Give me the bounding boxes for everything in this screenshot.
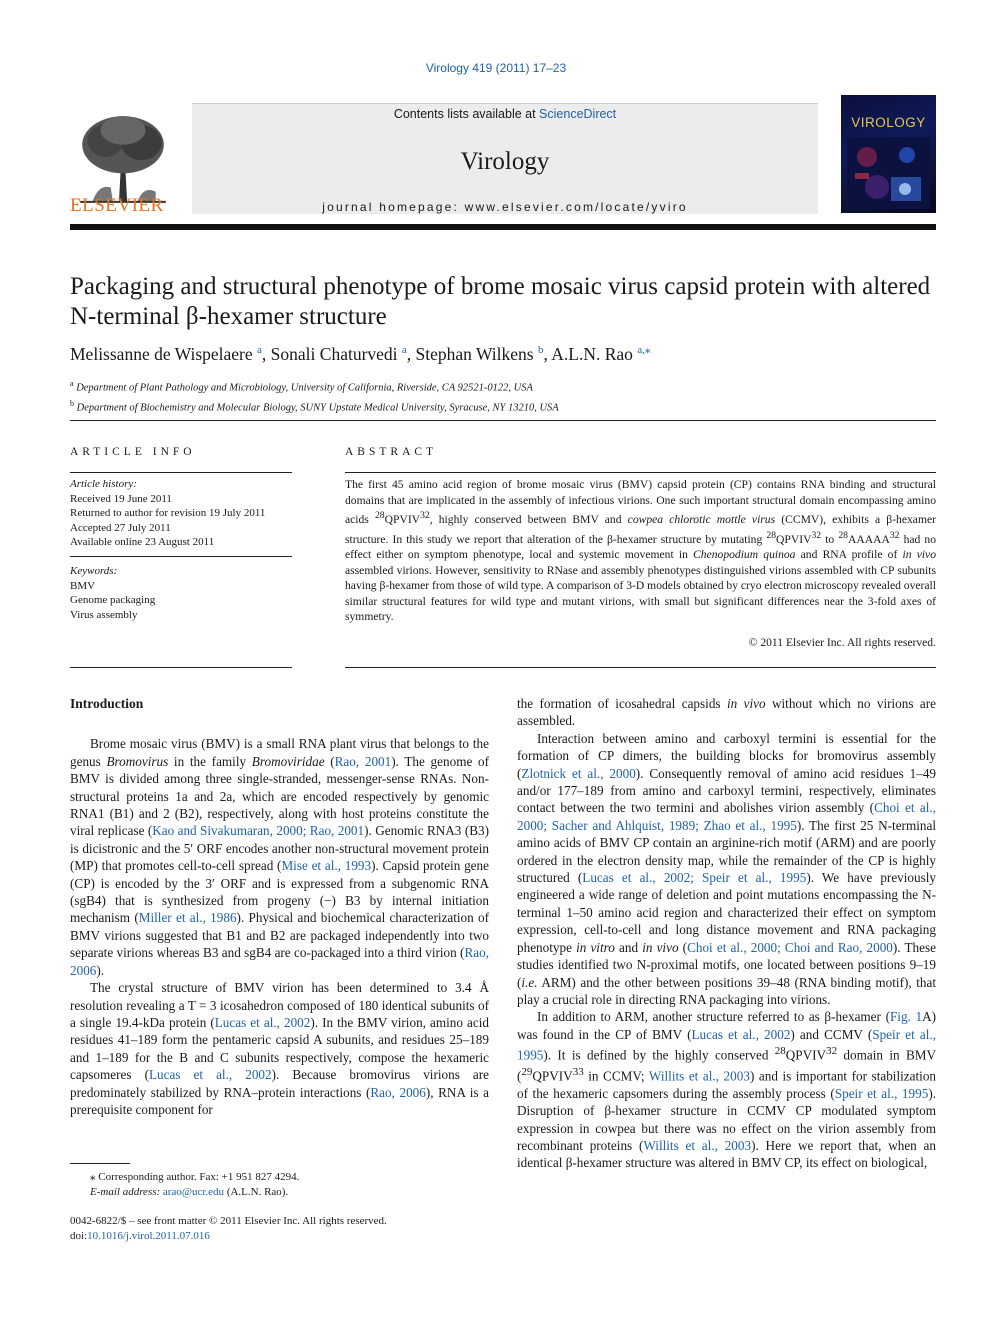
affiliation <box>70 376 559 396</box>
divider <box>345 472 936 473</box>
body-column-left <box>70 695 489 1118</box>
divider <box>70 667 292 668</box>
footnote-rule <box>70 1163 130 1164</box>
body-paragraph: Interaction between amino and carboxyl termini is essential for the formation of CP dimers, the building blocks for bromovirus assembly (Zlotnick et al., 2000). Consequently removal of amino acid residues 1–49 and/or 177–189 from amino and carboxyl termini, respectively, eliminates contact between the two termini and abolishes virion assembly (Choi et al., 2000; Sacher and Ahlquist, 1989; Zhao et al., 1995). The first 25 N-terminal amino acids of BMV CP contain an arginine-rich motif (ARM) and are poorly ordered in the electron density map, while the remainder of the CP is highly structured (Lucas et al., 2002; Speir et al., 1995). We have previously engineered a wide range of deletion and point mutations encompassing the N-terminal 1–50 amino acid region and characterized their effect on symptom expression, cell-to-cell and long distance movement and RNA packaging phenotype in vitro and in vivo (Choi et al., 2000; Choi and Rao, 2000). These studies identified two N-proximal motifs, one located between positions 9–19 (i.e. ARM) and the other between positions 39–48 (RNA binding motif), that play a crucial role in directing RNA packaging into virions. <box>517 730 937 1007</box>
author-name[interactable]: Stephan Wilkens <box>415 343 534 364</box>
journal-citation[interactable]: Virology 419 (2011) 17–23 <box>425 61 567 75</box>
history-item: Returned to author for revision 19 July 2011 <box>70 507 266 519</box>
history-item: Available online 23 August 2011 <box>70 536 215 548</box>
abstract-heading: ABSTRACT <box>345 446 438 458</box>
affiliation-text: Department of Biochemistry and Molecular Biology, SUNY Upstate Medical University, Syracuse, NY 13210, USA <box>76 402 559 413</box>
body-paragraph: The crystal structure of BMV virion has been determined to 3.4 Å resolution revealing a T = 3 icosahedron composed of 180 identical subunits of a single 19.4-kDa protein (Lucas et al., 2002). In the BMV virion, amino acid residues 41–189 form the pentameric capsid A subunits, and residues 25–189 and 1–189 for the B and C subunits respectively, compose the hexameric capsomeres (Lucas et al., 2002). Because bromovirus virions are predominately stabilized by RNA–protein interactions (Rao, 2006), RNA is a prerequisite component for <box>70 980 489 1117</box>
journal-homepage[interactable]: journal homepage: www.elsevier.com/locate/yviro <box>322 200 688 214</box>
issn-block <box>70 1214 387 1244</box>
doi-label: doi: <box>70 1230 88 1242</box>
cover-art-image <box>847 137 930 209</box>
email-line <box>70 1185 299 1200</box>
author-list: Melissanne de Wispelaere $^a$, Sonali Chaturvedi $^a$, Stephan Wilkens $^b$, A.L.N. Rao $^{a,⁎}$ <box>70 343 651 364</box>
affiliation-mark: b <box>70 398 74 408</box>
doi-line <box>70 1229 387 1244</box>
divider <box>70 420 936 421</box>
divider <box>70 556 292 557</box>
doi-link[interactable]: 10.1016/j.virol.2011.07.016 <box>87 1230 210 1242</box>
masthead <box>70 95 936 215</box>
email-label: E-mail address: <box>90 1186 161 1198</box>
section-heading: Introduction <box>70 696 144 711</box>
cover-title: VIROLOGY <box>851 115 926 130</box>
article-title: Packaging and structural phenotype of brome mosaic virus capsid protein with altered N-terminal β-hexamer structure <box>70 273 931 330</box>
abstract-text: The first 45 amino acid region of brome mosaic virus (BMV) capsid protein (CP) contains RNA binding and structural domains that are implicated in the assembly of infectious virions. One such important structural domain encompassing amino acids $^{28}$QPVIV$^{32}$, highly conserved between BMV and cowpea chlorotic mottle virus (CCMV), exhibits a β-hexamer structure. In this study we report that alteration of the β-hexamer structure by mutating $^{28}$QPVIV$^{32}$ to $^{28}$AAAAA$^{32}$ had no effect either on symptom phenotype, local and systemic movement in Chenopodium quinoa and RNA profile of in vivo assembled virions. However, sensitivity to RNase and assembly phenotypes distinguished virions assembled with CP subunits having β-hexamer from those of wild type. A comparison of 3-D models obtained by cryo electron microscopy revealed overall similar structural features for wild type and mutant virions, with small but significant differences near the 3-fold axes of symmetry. <box>345 478 937 624</box>
corresponding-author: ⁎ Corresponding author. Fax: +1 951 827 4294. <box>90 1171 300 1183</box>
divider <box>345 667 936 668</box>
author-affil-mark[interactable]: a <box>257 344 262 356</box>
author-name[interactable]: A.L.N. Rao <box>551 343 633 364</box>
contents-line <box>192 107 818 121</box>
sciencedirect-link[interactable]: ScienceDirect <box>539 107 617 121</box>
divider <box>70 472 292 473</box>
journal-banner <box>192 103 818 214</box>
issn-line: 0042-6822/$ – see front matter © 2011 Elsevier Inc. All rights reserved. <box>70 1215 387 1227</box>
author-name[interactable]: Melissanne de Wispelaere <box>70 343 253 364</box>
body-paragraph: Brome mosaic virus (BMV) is a small RNA plant virus that belongs to the genus Bromovirus in the family Bromoviridae (Rao, 2001). The genome of BMV is divided among three single-stranded, messenger-sense RNAs. Non-structural proteins 1a and 2a, which are encoded respectively by genomic RNA1 (B1) and 2 (B2), respectively, along with host proteins constitute the viral replicase (Kao and Sivakumaran, 2000; Rao, 2001). Genomic RNA3 (B3) is dicistronic and the 5′ ORF encodes another non-structural movement protein (MP) that promotes cell-to-cell spread (Mise et al., 1993). Capsid protein gene (CP) is encoded by the 3′ ORF and is expressed from a subgenomic RNA (sgB4) that is synthesized from progeny (−) B3 by internal initiation mechanism (Miller et al., 1986). Physical and biochemical characterization of BMV virions suggested that B1 and B2 are packaged independently into two separate virions whereas B3 and sgB4 are co-packaged into a third virion (Rao, 2006). <box>70 736 489 978</box>
history-item: Accepted 27 July 2011 <box>70 521 171 534</box>
keyword: BMV <box>70 579 96 592</box>
author-affil-mark[interactable]: a,⁎ <box>637 344 651 356</box>
header-rule <box>70 224 936 230</box>
history-item: Received 19 June 2011 <box>70 492 172 505</box>
body-column-right <box>517 695 936 1172</box>
keyword: Genome packaging <box>70 594 156 606</box>
history-label: Article history: <box>70 478 137 490</box>
affiliation-text: Department of Plant Pathology and Microbiology, University of California, Riverside, CA 92521-0122, USA <box>76 382 533 394</box>
author-affil-mark[interactable]: a <box>401 344 407 356</box>
author-name[interactable]: Sonali Chaturvedi <box>270 343 398 364</box>
email-link[interactable]: arao@ucr.edu <box>162 1186 225 1198</box>
journal-cover <box>841 95 936 213</box>
keywords-label: Keywords: <box>70 565 118 577</box>
journal-name: Virology <box>460 148 550 175</box>
article-info-heading: ARTICLE INFO <box>70 446 196 458</box>
contents-prefix: Contents lists available at <box>393 107 540 121</box>
publisher-name: ELSEVIER <box>70 195 164 216</box>
article-history <box>70 477 292 550</box>
keyword: Virus assembly <box>70 608 138 621</box>
body-paragraph: In addition to ARM, another structure referred to as β-hexamer (Fig. 1A) was found in the CP of BMV (Lucas et al., 2002) and CCMV (Speir et al., 1995). It is defined by the highly conserved $^{28}$QPVIV$^{32}$ domain in BMV ($^{29}$QPVIV$^{33}$ in CCMV; Willits et al., 2003) and is important for stabilization of the hexameric capsomers during the assembly process (Speir et al., 1995). Disruption of β-hexamer structure in CCMV CP modulated symptom expression in cowpea but there was no effect on the virion assembly from recombinant proteins (Willits et al., 2003). Here we report that, when an identical β-hexamer structure was altered in BMV CP, its effect on biological, <box>517 1009 937 1171</box>
body-paragraph: the formation of icosahedral capsids in vivo without which no virions are assembled. <box>517 696 936 729</box>
affiliations <box>70 376 559 415</box>
author-affil-mark[interactable]: b <box>537 344 544 356</box>
affiliation-mark: a <box>70 379 74 388</box>
email-suffix: (A.L.N. Rao). <box>224 1186 289 1198</box>
keywords <box>70 564 292 622</box>
corresponding-author-note <box>70 1170 299 1200</box>
copyright-notice: © 2011 Elsevier Inc. All rights reserved. <box>748 636 936 649</box>
affiliation <box>70 396 559 416</box>
